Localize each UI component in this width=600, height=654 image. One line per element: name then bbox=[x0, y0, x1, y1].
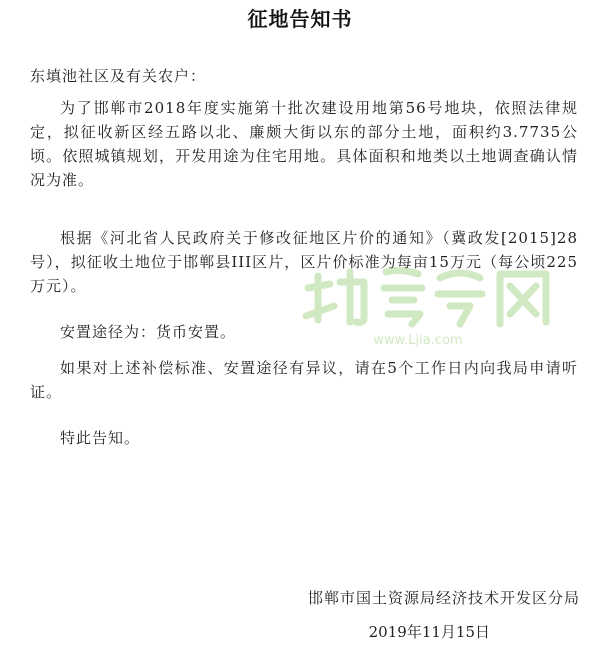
issue-date: 2019年11月15日 bbox=[368, 623, 490, 641]
addressee-line: 东填池社区及有关农户： bbox=[30, 67, 207, 85]
paragraph-hearing-request: 如果对上述补偿标准、安置途径有异议，请在5个工作日内向我局申请听证。 bbox=[30, 359, 578, 401]
paragraph-resettlement: 安置途径为：货币安置。 bbox=[60, 323, 237, 341]
paragraph-closing: 特此告知。 bbox=[60, 429, 141, 447]
issuer-signature: 邯郸市国土资源局经济技术开发区分局 bbox=[307, 589, 580, 607]
page-title: 征地告知书 bbox=[247, 7, 353, 31]
paragraph-land-info: 为了邯郸市2018年度实施第十批次建设用地第56号地块，依照法律规定，拟征收新区经五路以北、廉颇大街以东的部分土地，面积约3.7735公顷。依照城镇规划，开发用途为住宅用地。具体面积和地类以土地调查确认情况为准。 bbox=[30, 99, 578, 189]
watermark-url: www.Ljia.com bbox=[373, 333, 463, 348]
paragraph-compensation-standard: 根据《河北省人民政府关于修改征地区片价的通知》（冀政发[2015]28号），拟征收土地位于邯郸县III区片，区片价标准为每亩15万元（每公顷225万元）。 bbox=[30, 229, 578, 295]
